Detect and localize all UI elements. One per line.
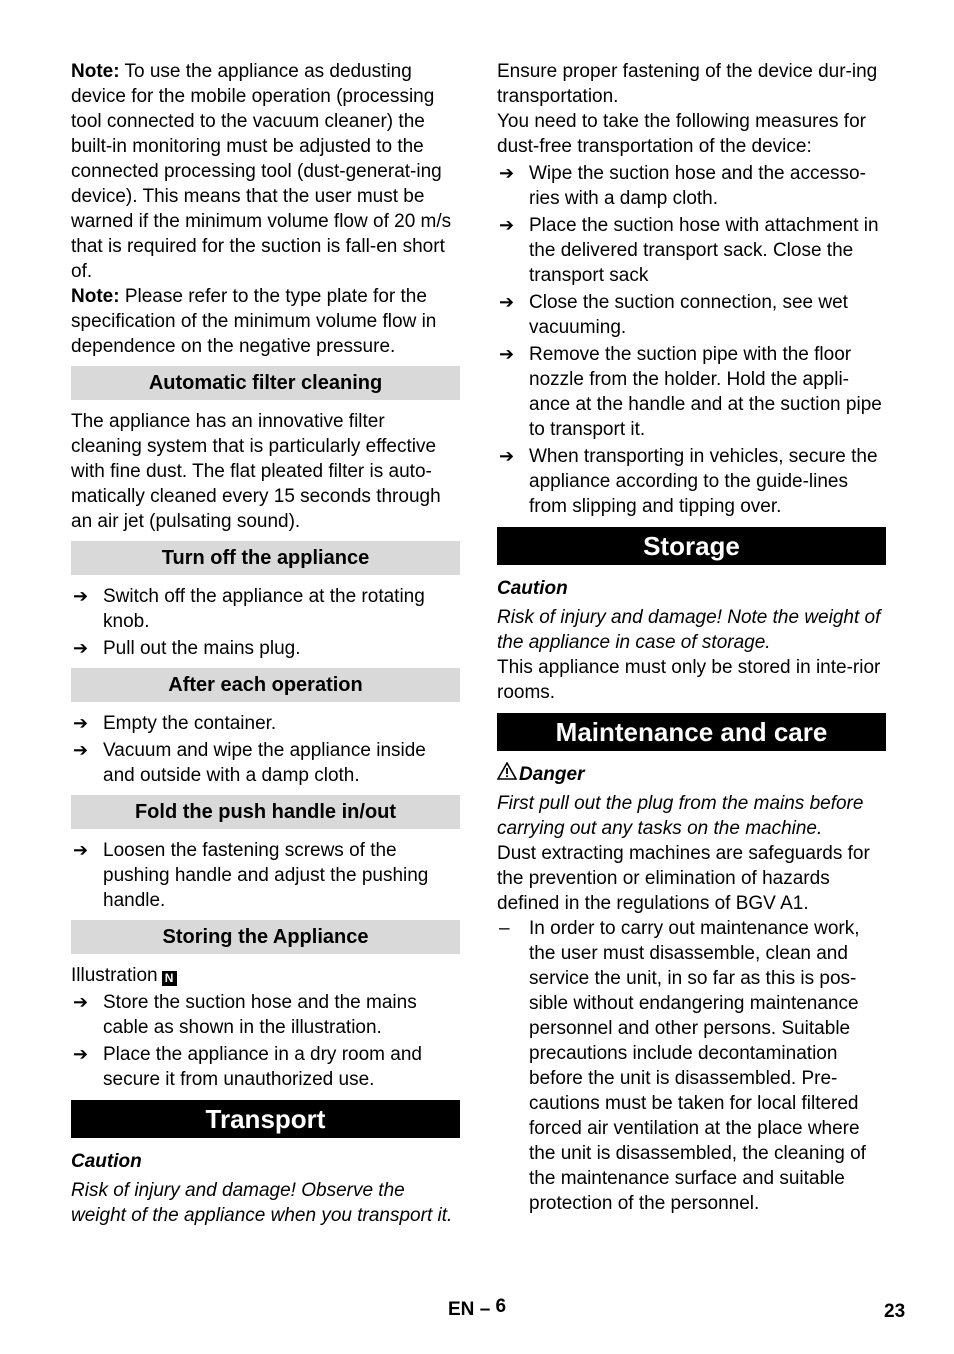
- illustration-n-badge: N: [162, 971, 177, 986]
- arrow-right-icon: ➔: [499, 215, 515, 235]
- body-text: Ensure proper fastening of the device dur-ing transportation.: [497, 61, 878, 107]
- arrow-right-icon: ➔: [73, 740, 89, 760]
- note-paragraph: Note: Please refer to the type plate for the specification of the minimum volume flow in dependence on the negative pressure.: [71, 286, 437, 357]
- danger-label-row: Danger: [497, 762, 886, 787]
- danger-text: First pull out the plug from the mains before carrying out any tasks on the machine.: [497, 793, 864, 839]
- list-item: ➔ Switch off the appliance at the rotating knob.: [73, 586, 425, 632]
- body-text: Dust extracting machines are safeguards for the prevention or elimination of hazards defined in the regulations of BGV A1.: [497, 843, 870, 914]
- section-heading: Fold the push handle in/out: [71, 795, 460, 829]
- list-item: ➔ Close the suction connection, see wet vacuuming.: [499, 292, 848, 338]
- list-item: ➔ When transporting in vehicles, secure the appliance according to the guide-lines from slipping and tipping over.: [499, 446, 878, 517]
- caution-text: Risk of injury and damage! Note the weight of the appliance in case of storage.: [497, 607, 881, 653]
- section-heading: After each operation: [71, 668, 460, 702]
- chapter-heading: Maintenance and care: [497, 713, 886, 751]
- list-item: ➔ Place the appliance in a dry room and secure it from unauthorized use.: [73, 1044, 422, 1090]
- list-item: ➔ Remove the suction pipe with the floor nozzle from the holder. Hold the appli-ance at the handle and at the suction pipe to transport it.: [499, 344, 882, 440]
- arrow-right-icon: ➔: [73, 992, 89, 1012]
- page-number: 23: [884, 1301, 906, 1322]
- arrow-right-icon: ➔: [73, 1044, 89, 1064]
- body-text: The appliance has an innovative filter cleaning system that is particularly effective with fine dust. The flat pleated filter is auto-matically cleaned every 15 seconds through an air jet (pulsating sound).: [71, 411, 441, 532]
- arrow-right-icon: ➔: [73, 713, 89, 733]
- list-item: ➔ Place the suction hose with attachment in the delivered transport sack. Close the transport sack: [499, 215, 879, 286]
- body-text: You need to take the following measures for dust-free transportation of the device:: [497, 111, 866, 157]
- arrow-right-icon: ➔: [499, 292, 515, 312]
- caution-text: Risk of injury and damage! Observe the weight of the appliance when you transport it.: [71, 1180, 453, 1226]
- list-item: ➔ Pull out the mains plug.: [73, 638, 301, 659]
- section-heading: Storing the Appliance: [71, 920, 460, 954]
- arrow-right-icon: ➔: [499, 446, 515, 466]
- section-heading: Automatic filter cleaning: [71, 366, 460, 400]
- list-item: ➔ Wipe the suction hose and the accesso-ries with a damp cloth.: [499, 163, 866, 209]
- arrow-right-icon: ➔: [499, 163, 515, 183]
- illustration-reference: Illustration N: [71, 963, 460, 988]
- list-item: ➔ Loosen the fastening screws of the pushing handle and adjust the pushing handle.: [73, 840, 429, 911]
- list-item: ➔ Store the suction hose and the mains cable as shown in the illustration.: [73, 992, 417, 1038]
- dash-bullet: –: [499, 918, 510, 939]
- footer-section-label: EN – 6: [448, 1296, 507, 1320]
- body-text: This appliance must only be stored in inte-rior rooms.: [497, 657, 881, 703]
- chapter-heading: Storage: [497, 527, 886, 565]
- caution-label: Caution: [71, 1151, 142, 1172]
- arrow-right-icon: ➔: [499, 344, 515, 364]
- section-heading: Turn off the appliance: [71, 541, 460, 575]
- note-paragraph: Note: To use the appliance as dedusting device for the mobile operation (processing tool connected to the vacuum cleaner) the built-in monitoring must be adjusted to the connected processing tool (dust-generat-ing device). This means that the user must be warned if the minimum volume flow of 20 m/s that is required for the suction is fall-en short of.: [71, 61, 452, 282]
- warning-triangle-icon: [497, 762, 519, 787]
- arrow-right-icon: ➔: [73, 586, 89, 606]
- list-item: – In order to carry out maintenance work, the user must disassemble, clean and service the unit, in so far as this is pos-sible without endangering maintenance personnel and other persons. Suitable precautions include decontamination before the unit is disassembled. Pre-cautions must be taken for local filtered forced air ventilation at the place where the unit is disassembled, the cleaning of the maintenance surface and suitable protection of the personnel.: [499, 918, 866, 1214]
- left-column: [71, 59, 460, 1228]
- list-item: ➔ Empty the container.: [73, 713, 277, 734]
- arrow-right-icon: ➔: [73, 840, 89, 860]
- arrow-right-icon: ➔: [73, 638, 89, 658]
- caution-label: Caution: [497, 578, 568, 599]
- chapter-heading: Transport: [71, 1100, 460, 1138]
- right-column: [497, 59, 886, 1216]
- list-item: ➔ Vacuum and wipe the appliance inside and outside with a damp cloth.: [73, 740, 426, 786]
